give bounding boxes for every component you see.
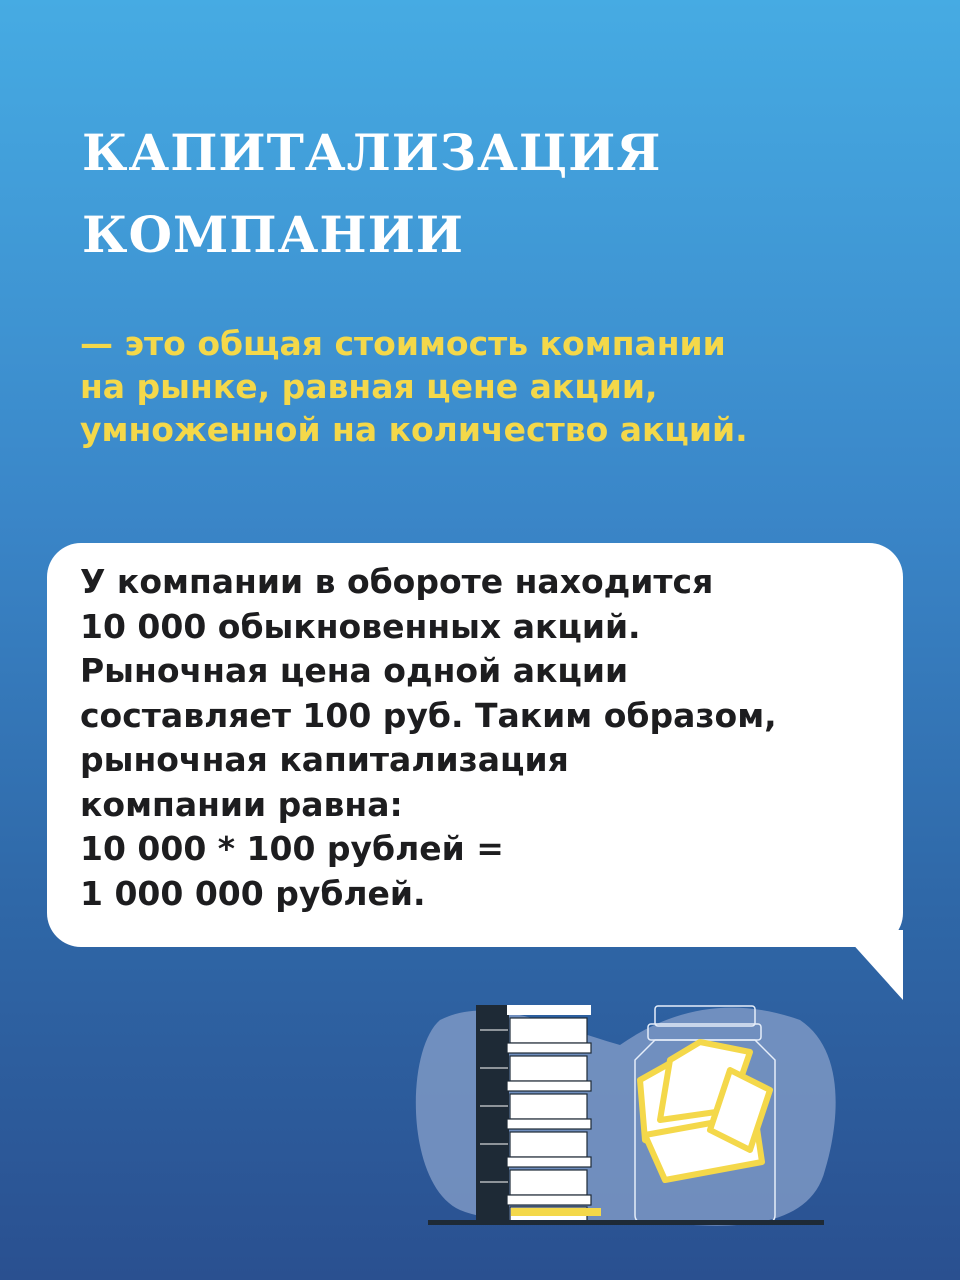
example-text [80, 560, 777, 916]
title-line: КОМПАНИИ [82, 205, 465, 264]
example-line: рыночная капитализация [80, 740, 569, 779]
title-line: КАПИТАЛИЗАЦИЯ [82, 123, 662, 182]
definition-line: на рынке, равная цене акции, [80, 367, 658, 406]
example-line: компании равна: [80, 784, 403, 824]
definition-line: — это общая стоимость компании [80, 324, 726, 363]
example-line: 10 000 * 100 рублей = [80, 829, 504, 868]
example-line: составляет 100 руб. Таким образом, [80, 695, 777, 735]
example-line: У компании в обороте находится [80, 562, 714, 601]
page-title [82, 112, 661, 276]
speech-bubble-tail [840, 930, 910, 1005]
building-icon [476, 1005, 601, 1223]
illustration [400, 990, 840, 1240]
ground-line [428, 1220, 824, 1225]
example-line: Рыночная цена одной акции [80, 651, 629, 690]
example-line: 10 000 обыкновенных акций. [80, 606, 641, 646]
definition-text [80, 322, 748, 451]
definition-line: умноженной на количество акций. [80, 410, 748, 449]
example-line: 1 000 000 рублей. [80, 873, 426, 913]
